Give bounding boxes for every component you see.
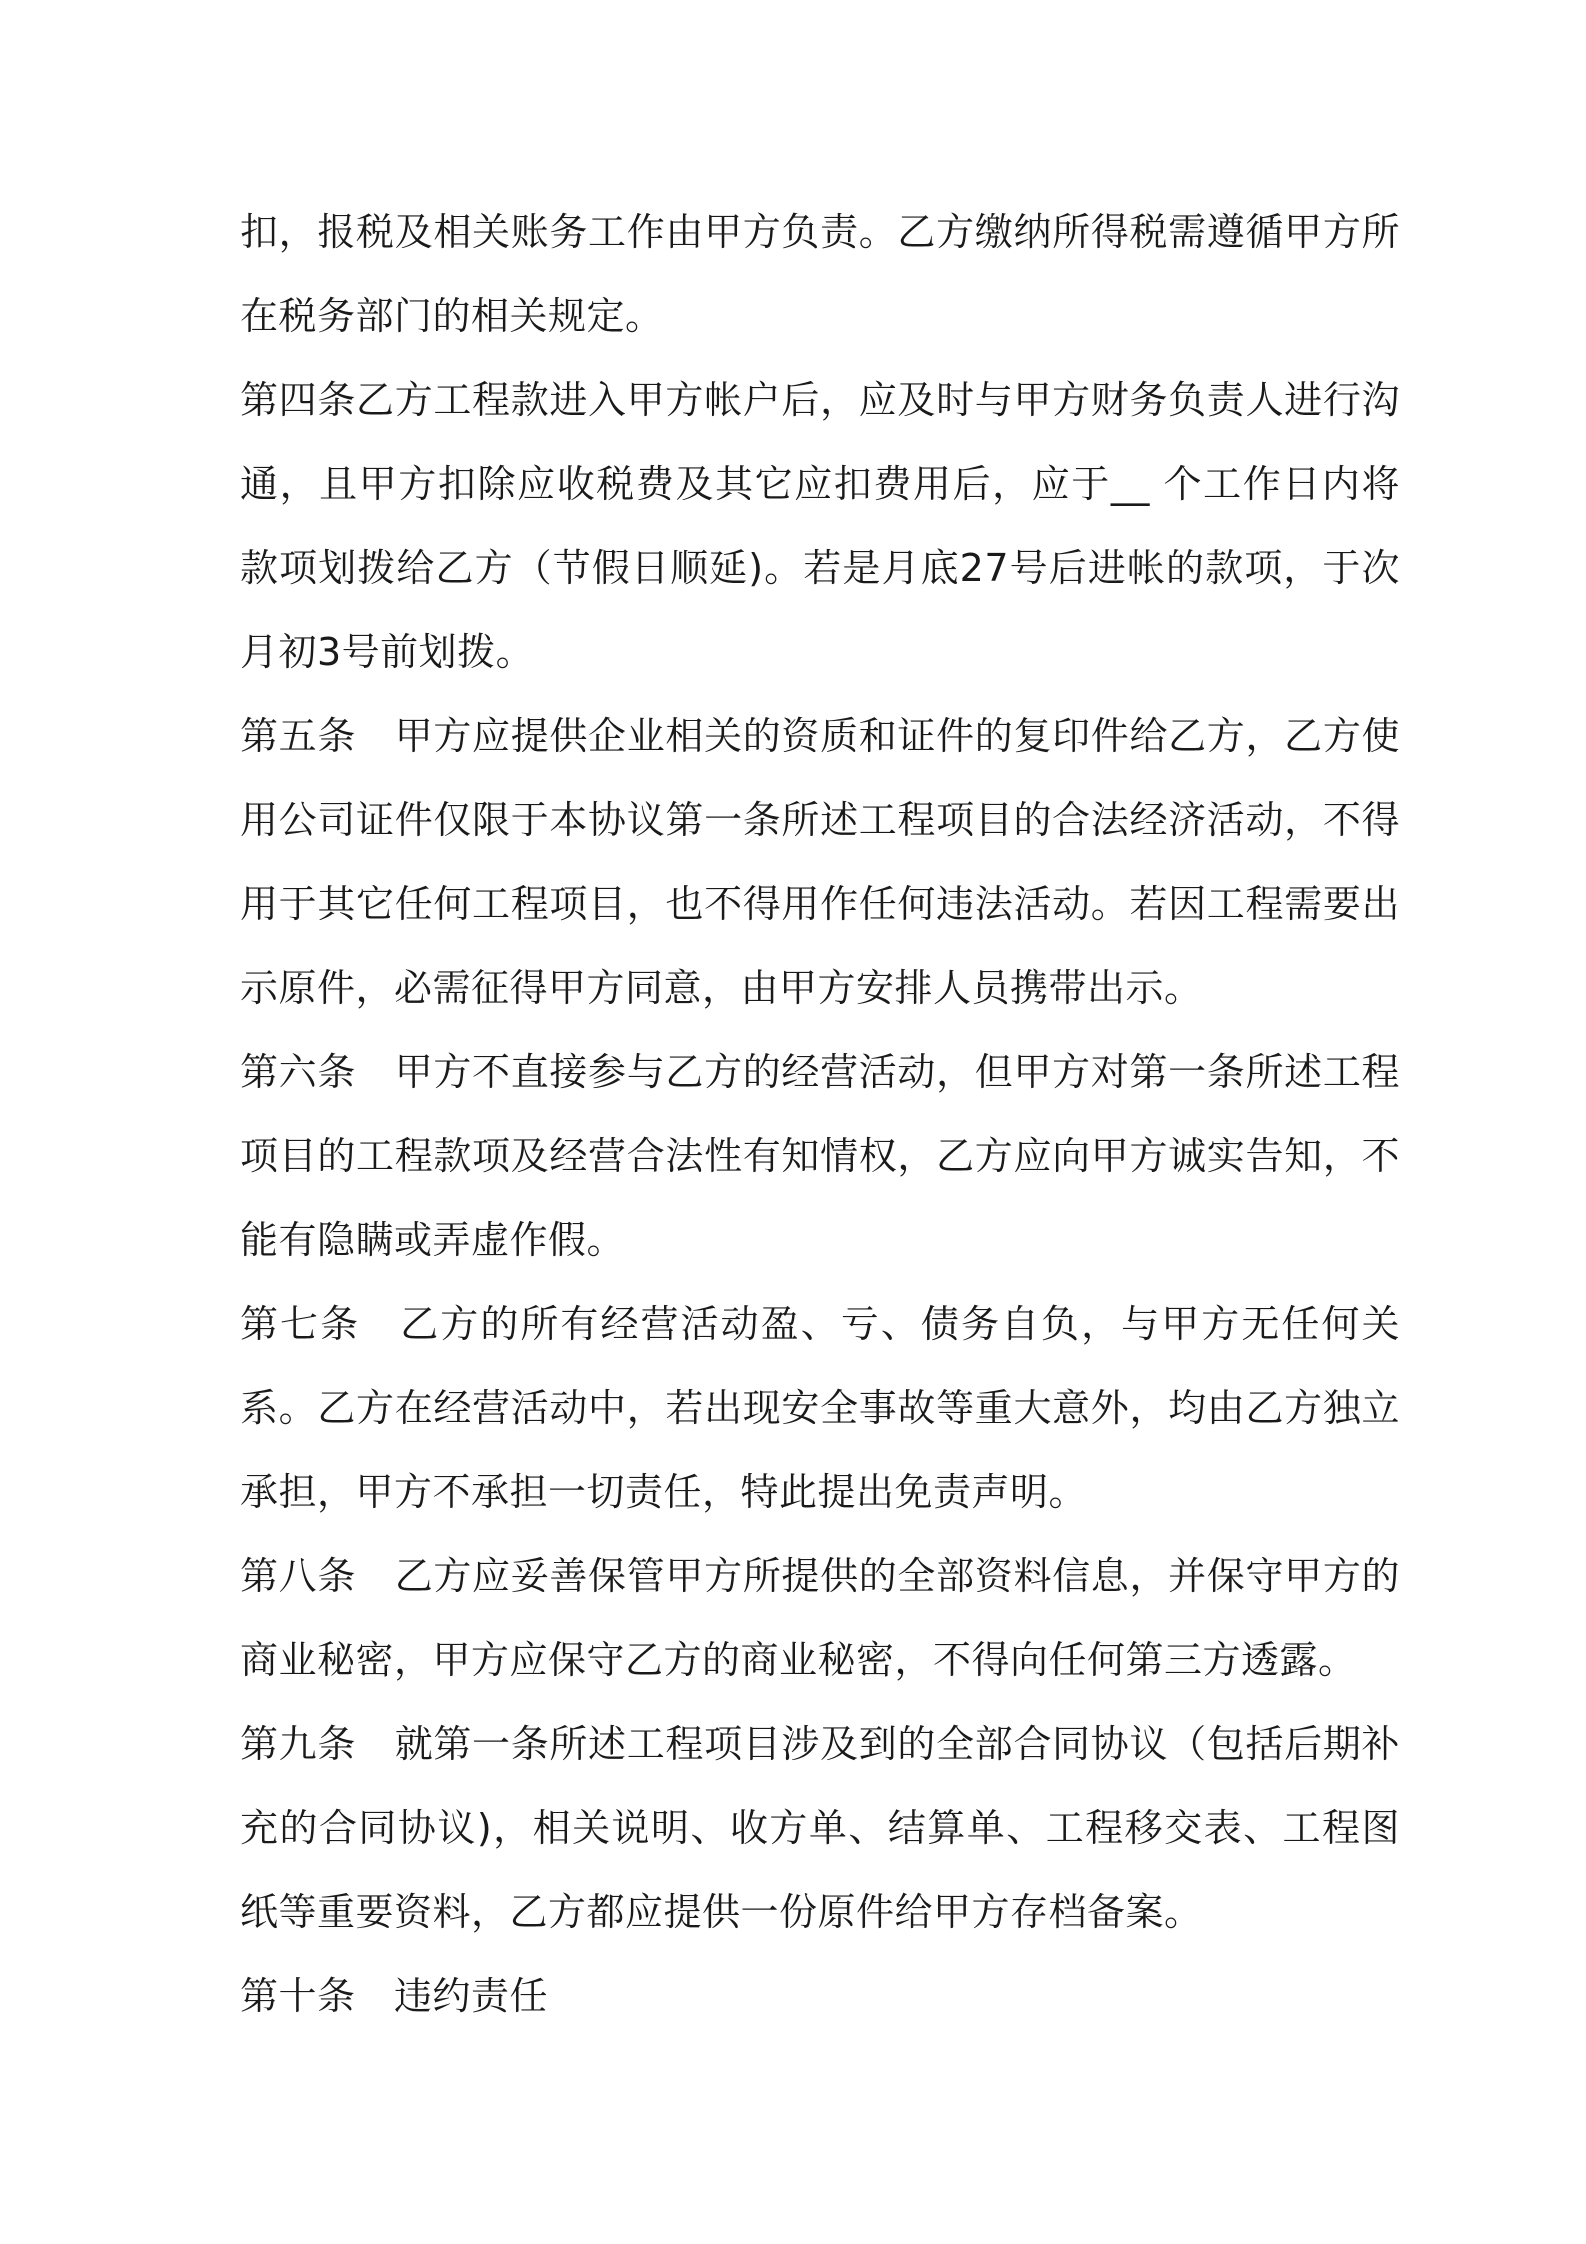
- paragraph-article-8: 第八条 乙方应妥善保管甲方所提供的全部资料信息，并保守甲方的商业秘密，甲方应保守乙方的商业秘密，不得向任何第三方透露。: [240, 1554, 1400, 1682]
- document-body: [240, 190, 1400, 2038]
- paragraph-article-10-heading: 第十条 违约责任: [240, 1974, 549, 2018]
- paragraph-tax-continuation: 扣，报税及相关账务工作由甲方负责。乙方缴纳所得税需遵循甲方所在税务部门的相关规定。: [240, 210, 1400, 338]
- paragraph-article-9: 第九条 就第一条所述工程项目涉及到的全部合同协议（包括后期补充的合同协议)，相关说明、收方单、结算单、工程移交表、工程图纸等重要资料，乙方都应提供一份原件给甲方存档备案。: [240, 1722, 1400, 1934]
- paragraph-article-7: 第七条 乙方的所有经营活动盈、亏、债务自负，与甲方无任何关系。乙方在经营活动中，若出现安全事故等重大意外，均由乙方独立承担，甲方不承担一切责任，特此提出免责声明。: [240, 1302, 1400, 1514]
- paragraph-article-5: 第五条 甲方应提供企业相关的资质和证件的复印件给乙方，乙方使用公司证件仅限于本协议第一条所述工程项目的合法经济活动，不得用于其它任何工程项目，也不得用作任何违法活动。若因工程需要出示原件，必需征得甲方同意，由甲方安排人员携带出示。: [240, 714, 1400, 1010]
- paragraph-article-6: 第六条 甲方不直接参与乙方的经营活动，但甲方对第一条所述工程项目的工程款项及经营合法性有知情权，乙方应向甲方诚实告知，不能有隐瞒或弄虚作假。: [240, 1050, 1400, 1262]
- paragraph-article-4: 第四条乙方工程款进入甲方帐户后，应及时与甲方财务负责人进行沟通，且甲方扣除应收税费及其它应扣费用后，应于__ 个工作日内将款项划拨给乙方（节假日顺延)。若是月底27号后进帐的款项，于次月初3号前划拨。: [240, 378, 1400, 674]
